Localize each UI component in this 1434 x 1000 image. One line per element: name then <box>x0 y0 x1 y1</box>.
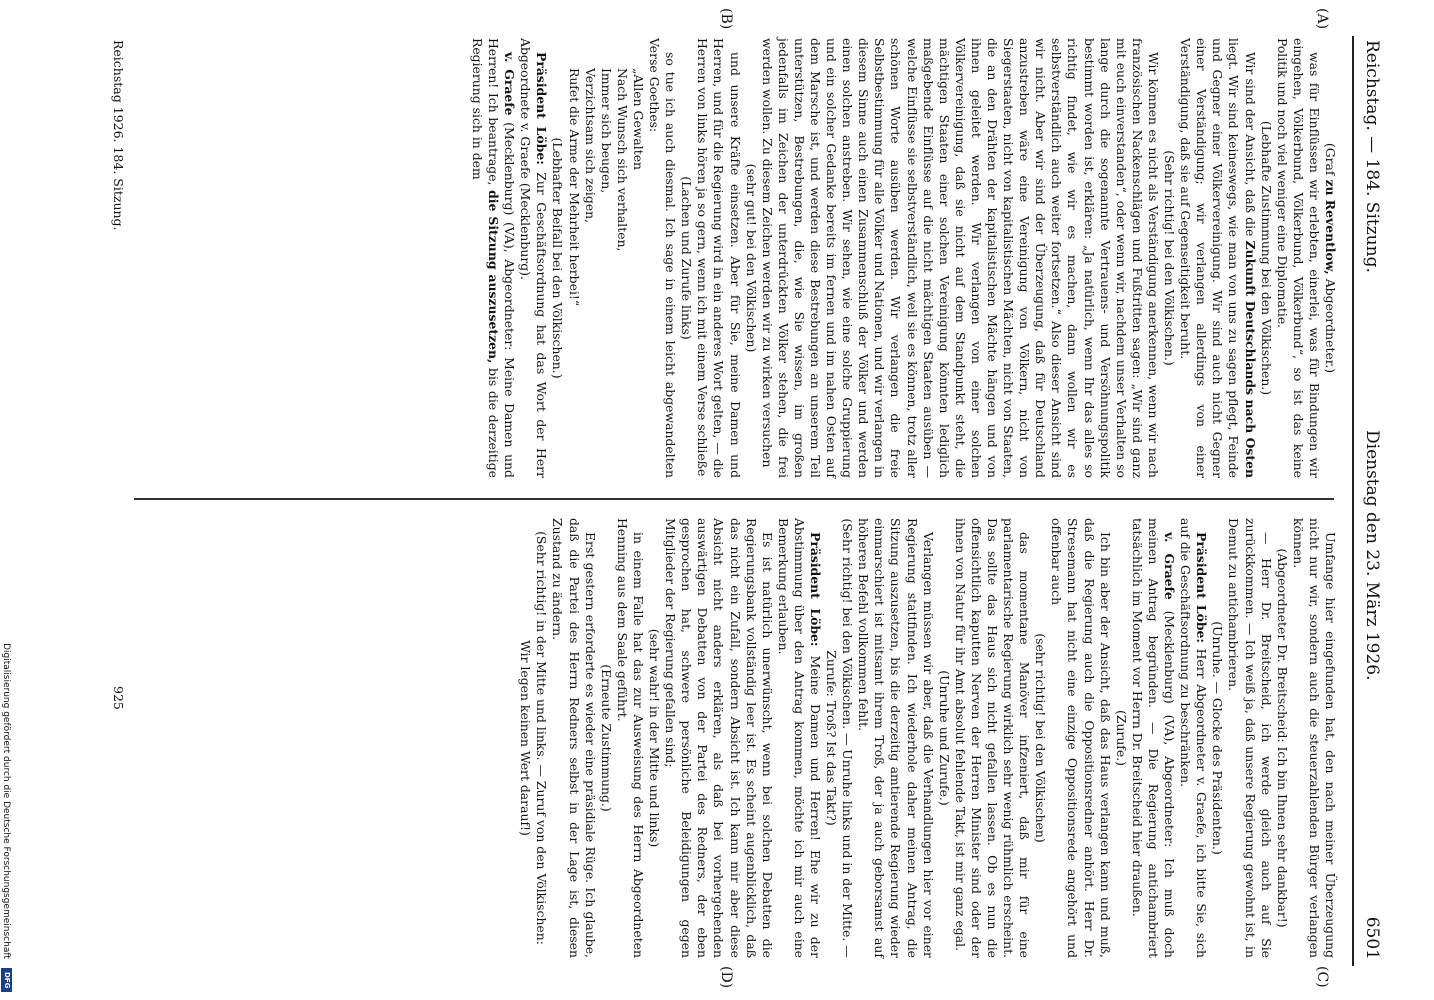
right-column <box>517 518 1338 958</box>
paragraph: das momentane Manöver infzeniert, daß mir für eine parlamentarische Regierung wirklich sehr wenig rühmlich erscheint. Das sollte das Haus sich nicht gefallen lassen. Ob es nun die offensichtlich kaputten Nerven der Herren Minister sind oder der ihnen von Natur für ihr Amt absolut fehlende Takt, ist mir ganz egal. <box>952 518 1033 958</box>
column-divider <box>134 498 1334 500</box>
paragraph: v. Graefe (Mecklenburg) (VA), Abgeordneter: Ich muß doch meinen Antrag begründen. — Die Regierung antichambriert tatsächlich im Moment vor Herrn Dr. Breitscheid hier draußen. <box>1129 518 1178 958</box>
paragraph: in einem Falle hat das zur Ausweisung des Herrn Abgeordneten Henning aus dem Saale geführt. <box>614 518 646 958</box>
interjection: (sehr wahr! in der Mitte und links) <box>647 628 663 848</box>
interjection: (Graf zu Reventlow, Abgeordneter.) <box>1323 142 1338 374</box>
interjection: (Lachen und Zurufe links) <box>679 176 695 340</box>
paragraph: Verlangen müssen wir aber, daß die Verhandlungen hier vor einer Regierung stattfinden. Ich wiederhole daher meinen Antrag, die Sitzung auszusetzen, bis die derzeitig amtierende Regierung wieder einmarschiert ist mitsamt ihrem Troß, der ja auch geborsamst auf höheren Befehl vollkommen fehlt. <box>856 518 936 958</box>
paragraph: Wir können es nicht als Verständigung anerkennen, wenn wir nach französischen Nackenschlägen und Fußtritten sagen: „Wir sind ganz mit euch einverstanden“, oder wenn wir, nachdem unser Verhalten so lange durch die sogenannte Vertrauens- und Versöhnungspolitik bestimmt worden ist, erklären: „Ja natürlich, wenn Ihr das alles so richtig findet, wie wir es machen, dann wollen wir es selbstverständlich auch weiter fortsetzen.“ Also dieser Ansicht sind wir nicht. Aber wir sind der Überzeugung, daß für Deutschland anzustreben wäre eine Vereinigung von Völkern, nicht von Siegerstaaten, nicht von kapitalistischen Mächten, nicht von Staaten, die an den Drähten der kapitalistischen Mächte hängen und von ihnen geleitet werden. Wir verlangen von einer solchen Völkervereinigung, daß sie nicht auf dem Standpunkt steht, die mächtigen Staaten einer solchen Vereinigung könnten lediglich maßgebende Einflüsse auf die nicht mächtigen Staaten ausüben — welche Einflüsse sie selbstverständlich, weil sie es können, trotz aller schönen Worte ausüben werden. Wir verlangen die freie Selbstbestimmung für alle Völker und Nationen, und wir verlangen in diesem Sinne auch einen Zusammenschluß der Völker und werden einen solchen anstreben. Wir sehen, wie eine solche Gruppierung und ein solcher Gedanke bereits im fernen und im nahen Osten auf dem Marsche ist, und werden diese Bestrebungen an unserem Teil unterstützen, Bestrebungen, die, wie Sie wissen, im großen jedenfalls im Zeichen der unterdrückten Völker stehen, die frei werden wollen. Zu diesem Zeichen werden wir zu wirken versuchen <box>759 38 1161 478</box>
margin-mark-c: (C) <box>1314 966 1330 988</box>
dfg-logo: DFG <box>1 968 12 992</box>
interjection: (Lebhafte Zustimmung bei den Völkischen.) <box>1258 120 1274 396</box>
interjection: (Erneute Zustimmung.) <box>598 664 614 812</box>
left-column <box>469 38 1338 478</box>
page-header <box>1356 40 1382 960</box>
interjection: (sehr gut! bei den Völkischen) <box>743 163 759 353</box>
paragraph: Präsident Löbe: Herr Abgeordneter v. Graefe, ich bitte Sie, sich auf die Geschäftsordnung zu beschränken. <box>1178 518 1210 958</box>
interjection: (Unruhe und Zurufe.) <box>936 670 952 806</box>
paragraph: und unsere Kräfte einsetzen. Aber für Sie, meine Damen und Herren, und für die Regierung wird in ein anderes Wort gelten, — die Herren von links hören ja so gern, wenn ich mit einem Verse schließe <box>695 38 743 478</box>
margin-mark-d: (D) <box>718 966 734 989</box>
paragraph: Es ist natürlich unerwünscht, wenn bei solchen Debatten die Regierungsbank vollständig leer ist. Es scheint augenblicklich, daß das nicht ein Zufall, sondern Absicht ist. Ich kann mir aber diese Absicht nicht anders erklären, als daß bei vorhergehenden auswärtigen Debatten von der Partei des Redners, der eben gesprochen hat, schwere persönliche Beleidigungen gegen Mitglieder der Regierung gefallen sind; <box>663 518 775 958</box>
paragraph: was für Einflüssen wir erlebten, einerlei, was für Bindungen wir eingehen, Völkerbund, Völkerbund, Völkerbund“, so ist das keine Politik und noch viel weniger eine Diplomatie. <box>1274 38 1322 478</box>
credit-text: Digitalisierung gefördert durch die Deutsche Forschungsgemeinschaft <box>1 643 11 959</box>
paragraph: Umfange hier eingefunden hat, den nach meiner Überzeugung nicht nur wir, sondern auch die steuerzahlenden Bürger verlangen können. <box>1290 518 1338 958</box>
interjection: (Sehr richtig! bei den Völkischen.) <box>1162 150 1178 366</box>
paragraph: v. Graefe (Mecklenburg) (VA), Abgeordneter: Meine Damen und Herren! Ich beantrage, die Sitzung auszusetzen, bis die derzeitige Regierung sich in dem <box>470 38 518 478</box>
verse: „Allen Gewalten Nach Wunsch sich verhalten, Immer sich beugen, Verzichtsam sich zeigen, Rufet die Arme der Mehrheit herbei!“ <box>566 68 646 307</box>
interjection: (Zurufe.) <box>1113 709 1129 767</box>
margin-mark-b: (B) <box>718 8 734 30</box>
interjection: (Sehr richtig! bei den Völkischen. — Unruhe links und in der Mitte. — Zurufe: Troß? Ist das Takt?) <box>824 518 856 958</box>
interjection: (Lebhafter Beifall bei den Völkischen.) <box>550 137 566 379</box>
digitization-credit <box>0 606 12 996</box>
margin-mark-a: (A) <box>1314 8 1330 30</box>
interjection: (Abgeordneter Dr. Breitscheid: Ich bin Ihnen sehr dankbar!) <box>1274 548 1290 928</box>
paragraph: Erst gestern erforderte es wieder eine präsidiale Rüge. Ich glaube, daß die Partei des Herrn Redners selbst in der Lage ist, diesen Zustand zu ändern. <box>550 518 598 958</box>
header-date: Dienstag den 23. März 1926. <box>1362 430 1382 681</box>
interjection: (Sehr richtig! in der Mitte und links. — Zuruf von den Völkischen: Wir legen keinen Wert darauf!) <box>518 531 550 945</box>
footer-left: Reichstag 1926. 184. Sitzung. <box>111 40 126 231</box>
header-rule <box>1352 36 1354 966</box>
paragraph: so tue ich auch diesmal. Ich sage in einem leicht abgewandelten Verse Goethes: <box>647 38 679 478</box>
interjection: (Unruhe. — Glocke des Präsidenten.) <box>1210 621 1226 855</box>
page-number: 6501 <box>1362 916 1382 960</box>
paragraph: Ich bin aber der Ansicht, daß das Haus verlangen kann und muß, daß die Regierung auch die Oppositionsredner anhört. Herr Dr. Stresemann hat nicht eine einzige Oppositionsrede angehört und offenbar auch <box>1049 518 1113 958</box>
paragraph: Präsident Löbe: Meine Damen und Herren! Ehe wir zu der Abstimmung über den Antrag kommen, möchte ich mir auch eine Bemerkung erlauben. <box>775 518 823 958</box>
header-title: Reichstag. — 184. Sitzung. <box>1362 40 1382 273</box>
paragraph: Präsident Löbe: Zur Geschäftsordnung hat das Wort der Herr Abgeordnete v. Graefe (Mecklenburg). <box>518 38 550 479</box>
footer-page: 925 <box>111 686 126 710</box>
paragraph: Wir sind der Ansicht, daß die Zukunft Deutschlands nach Osten liegt. Wir sind keineswegs, wie man von uns zu sagen pflegt, Feinde und Gegner einer Völkervereinigung. Wir sind auch nicht Gegner einer Verständigung; wir verlangen allerdings von einer Verständigung, daß sie auf Gegenseitigkeit beruht. <box>1178 38 1258 478</box>
interjection: (sehr richtig! bei den Völkischen) <box>1033 633 1049 843</box>
paragraph: — Herr Dr. Breitscheid, ich werde gleich auch auf Sie zurückkommen. — Ich weiß ja, daß unsere Regierung gewohnt ist, in Demut zu antichambrieren. <box>1226 518 1274 958</box>
